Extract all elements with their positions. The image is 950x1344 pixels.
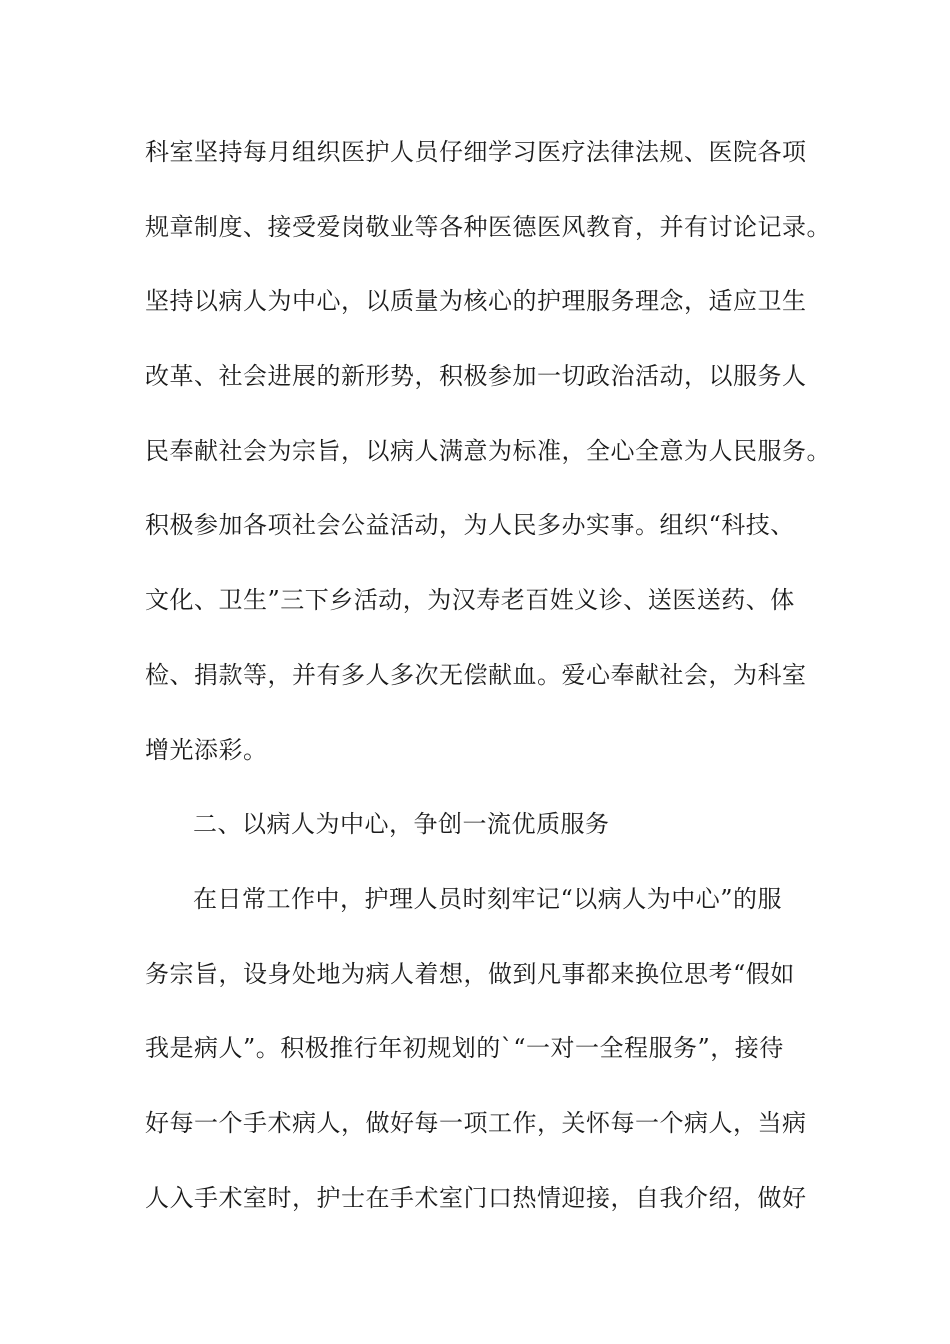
text-line: 积极参加各项社会公益活动，为人民多办实事。组织“科技、 bbox=[145, 511, 795, 540]
text-line: 民奉献社会为宗旨，以病人满意为标准，全心全意为人民服务。 bbox=[145, 436, 831, 465]
text-line: 好每一个手术病人，做好每一项工作，关怀每一个病人，当病 bbox=[145, 1108, 807, 1137]
text-line: 文化、卫生”三下乡活动，为汉寿老百姓义诊、送医送药、体 bbox=[145, 586, 795, 615]
paragraph-first-line: 在日常工作中，护理人员时刻牢记“以病人为中心”的服 bbox=[193, 884, 783, 913]
document-body bbox=[145, 130, 831, 1250]
text-line: 人入手术室时，护士在手术室门口热情迎接，自我介绍，做好 bbox=[145, 1183, 807, 1212]
text-line: 科室坚持每月组织医护人员仔细学习医疗法律法规、医院各项 bbox=[145, 138, 807, 166]
text-line: 务宗旨，设身处地为病人着想，做到凡事都来换位思考“假如 bbox=[145, 959, 795, 988]
text-line: 改革、社会进展的新形势，积极参加一切政治活动，以服务人 bbox=[145, 362, 807, 391]
text-line: 坚持以病人为中心，以质量为核心的护理服务理念，适应卫生 bbox=[145, 287, 807, 316]
text-line: 规章制度、接受爱岗敬业等各种医德医风教育，并有讨论记录。 bbox=[145, 212, 831, 241]
section-heading: 二、以病人为中心，争创一流优质服务 bbox=[193, 810, 610, 839]
text-line: 检、捐款等，并有多人多次无偿献血。爱心奉献社会，为科室 bbox=[145, 660, 807, 689]
text-line: 我是病人”。积极推行年初规划的`“一对一全程服务”，接待 bbox=[145, 1034, 784, 1063]
text-line: 增光添彩。 bbox=[145, 735, 268, 764]
